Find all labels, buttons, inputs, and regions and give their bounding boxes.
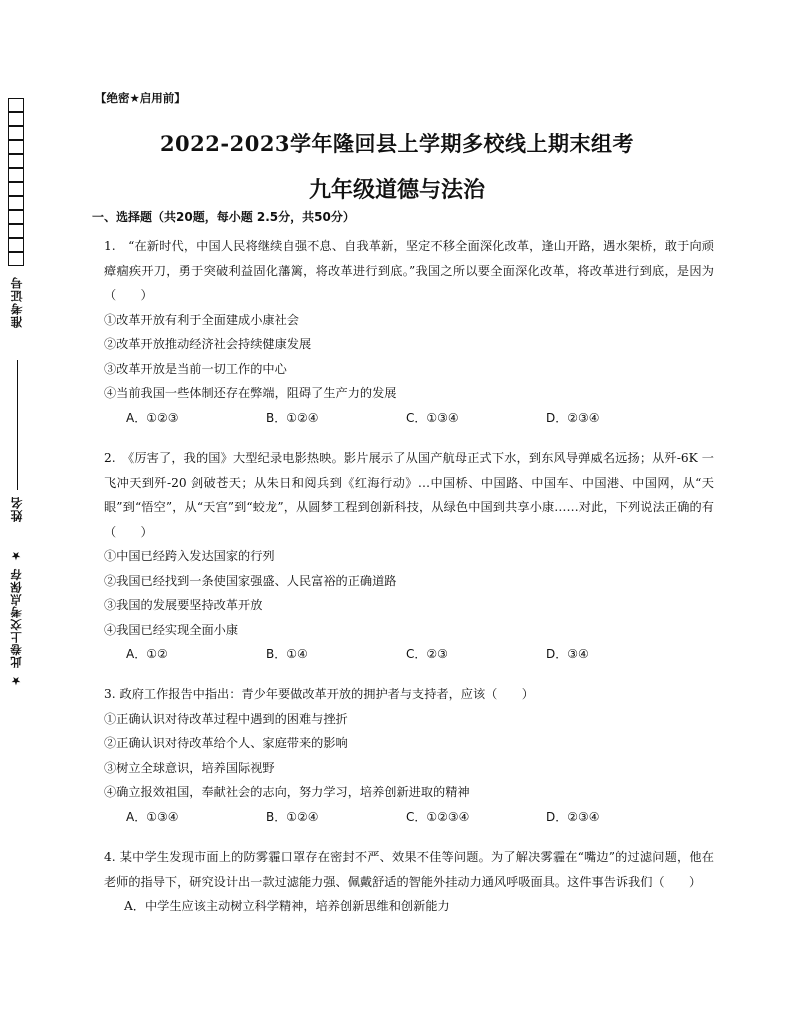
- exam-number-box[interactable]: [8, 210, 24, 224]
- statement-item: ②我国已经找到一条使国家强盛、人民富裕的正确道路: [104, 573, 397, 588]
- statement-item: ④我国已经实现全面小康: [104, 622, 239, 637]
- section-heading: 一、选择题（共20题，每小题 2.5分，共50分）: [92, 210, 355, 224]
- exam-number-box[interactable]: [8, 238, 24, 252]
- statement-item: ③树立全球意识，培养国际视野: [104, 760, 275, 775]
- choice-a[interactable]: A．①③④: [126, 809, 179, 824]
- confidential-tag: 【绝密★启用前】: [95, 91, 186, 105]
- question-stem: 3. 政府工作报告中指出：青少年要做改革开放的拥护者与支持者，应该（ ）: [104, 687, 534, 701]
- exam-id-label: 准考证号: [10, 276, 24, 328]
- name-label: 姓名: [10, 496, 24, 522]
- choice-d[interactable]: D．②③④: [546, 410, 600, 425]
- statement-item: ④当前我国一些体制还存在弊端，阻碍了生产力的发展: [104, 386, 397, 400]
- exam-number-box[interactable]: [8, 98, 24, 112]
- question-stem: 2. 《厉害了，我的国》大型纪录电影热映。影片展示了从国产航母正式下水，到东风导弹威名远扬；从歼-6K 一飞冲天到歼-20 剑破苍天；从朱日和阅兵到《红海行动》…中国桥、中国路、中国车、中国港、中国网，从“天眼”到“悟空”，从“天宫”到“蛟龙”，从圆梦工程到创新科技，从绿色中国到共享小康……对此，下列说法正确的有（ ）: [104, 451, 714, 539]
- secret-notice: ★ 此卷上交考点保存 ★: [9, 548, 23, 689]
- question-2: [104, 446, 714, 667]
- choice-c[interactable]: C．②③: [406, 647, 448, 661]
- answer-choices: [104, 406, 714, 431]
- choice-c[interactable]: C．①③④: [406, 410, 459, 425]
- choice-b[interactable]: B．①②④: [266, 410, 319, 425]
- question-4: [104, 845, 714, 919]
- choice-d[interactable]: D．②③④: [546, 809, 600, 824]
- statement-item: ①改革开放有利于全面建成小康社会: [104, 312, 299, 327]
- answer-choices: [104, 805, 714, 830]
- statement-item: ③我国的发展要坚持改革开放: [104, 598, 263, 612]
- choice-d[interactable]: D．③④: [546, 647, 589, 661]
- statement-item: ③改革开放是当前一切工作的中心: [104, 361, 287, 376]
- name-line[interactable]: [17, 360, 18, 490]
- statement-item: ①中国已经跨入发达国家的行列: [104, 549, 275, 563]
- statement-item: ②正确认识对待改革给个人、家庭带来的影响: [104, 736, 348, 750]
- choice-a[interactable]: A．①②③: [126, 410, 179, 425]
- subject-title: 九年级道德与法治: [308, 177, 485, 203]
- statement-item: ②改革开放推动经济社会持续健康发展: [104, 337, 312, 351]
- statement-item: ①正确认识对待改革过程中遇到的困难与挫折: [104, 711, 348, 726]
- exam-number-box[interactable]: [8, 224, 24, 238]
- question-stem: 1. “在新时代，中国人民将继续自强不息、自我革新，坚定不移全面深化改革，逢山开路，遇水架桥，敢于向顽瘴痼疾开刀，勇于突破利益固化藩篱，将改革进行到底。”我国之所以要全面深化改革，将改革进行到底，是因为（ ）: [104, 239, 714, 302]
- question-stem: 4. 某中学生发现市面上的防雾霾口罩存在密封不严、效果不佳等问题。为了解决雾霾在“嘴边”的过滤问题，他在老师的指导下，研究设计出一款过滤能力强、佩戴舒适的智能外挂动力通风呼吸面具。这件事告诉我们（ ）: [104, 850, 714, 889]
- exam-number-box[interactable]: [8, 252, 24, 266]
- answer-choices: [104, 642, 714, 667]
- choice-a[interactable]: A．①②: [126, 647, 168, 661]
- choice-b[interactable]: B．①②④: [266, 809, 319, 824]
- choice-a[interactable]: A．中学生应该主动树立科学精神，培养创新思维和创新能力: [124, 899, 450, 913]
- exam-title: 2022-2023学年隆回县上学期多校线上期末组考: [159, 131, 635, 156]
- choice-c[interactable]: C．①②③④: [406, 809, 470, 824]
- exam-number-box[interactable]: [8, 112, 24, 126]
- statement-item: ④确立报效祖国，奉献社会的志向，努力学习，培养创新进取的精神: [104, 785, 470, 799]
- choice-b[interactable]: B．①④: [266, 647, 308, 661]
- question-1: [104, 234, 714, 430]
- question-3: [104, 682, 714, 829]
